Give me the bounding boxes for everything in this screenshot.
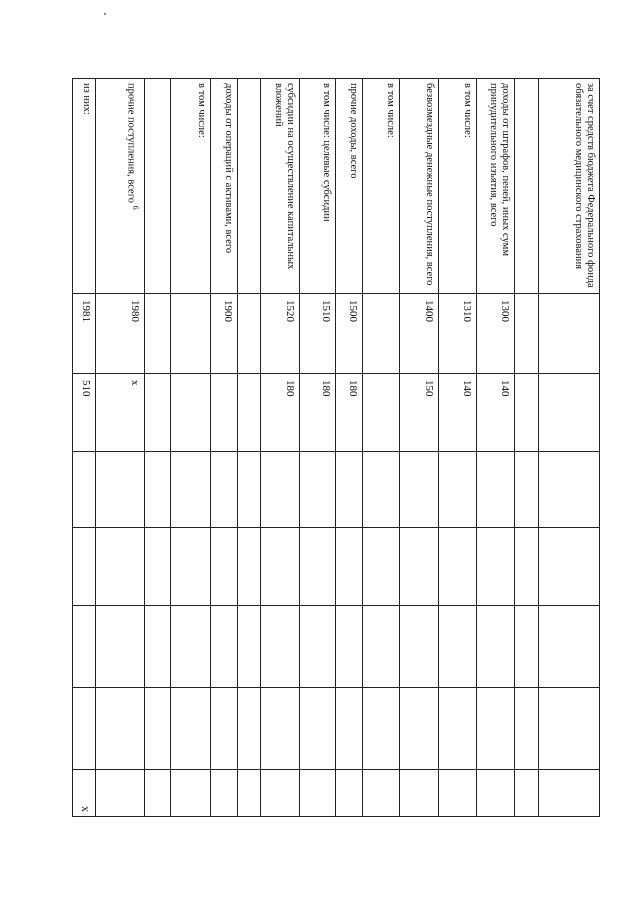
row-label: в том числе: — [363, 79, 400, 294]
rotated-table-wrapper — [79, 78, 600, 816]
row-label: из них: — [73, 79, 96, 294]
table-row — [238, 79, 261, 817]
row-kbk — [363, 374, 400, 452]
row-x — [211, 770, 238, 817]
finance-table — [72, 78, 600, 817]
table-row — [261, 79, 300, 817]
row-code: 1520 — [261, 294, 300, 374]
row-code: 1310 — [439, 294, 477, 374]
table-row — [363, 79, 400, 817]
row-kbk: 140 — [477, 374, 515, 452]
table-row — [145, 79, 171, 817]
scan-speck — [104, 13, 106, 15]
cell — [539, 688, 600, 770]
row-label: в том числе: целевые субсидии — [300, 79, 336, 294]
row-label: субсидии на осуществление капитальных вложений — [261, 79, 300, 294]
table-row — [96, 79, 145, 817]
table-row — [171, 79, 211, 817]
row-x — [96, 770, 145, 817]
row-x — [439, 770, 477, 817]
row-x — [477, 770, 515, 817]
row-code: 1500 — [336, 294, 363, 374]
row-label — [96, 79, 145, 294]
row-x — [400, 770, 439, 817]
row-x — [539, 770, 600, 817]
row-label: в том числе: — [171, 79, 211, 294]
row-x — [336, 770, 363, 817]
cell — [539, 606, 600, 688]
cell — [539, 452, 600, 528]
row-kbk: 180 — [261, 374, 300, 452]
table-row — [439, 79, 477, 817]
row-code: 1980 — [96, 294, 145, 374]
row-x — [363, 770, 400, 817]
row-label: прочие доходы, всего — [336, 79, 363, 294]
row-code: 1981 — [73, 294, 96, 374]
row-x — [171, 770, 211, 817]
table-row — [477, 79, 515, 817]
cell — [539, 528, 600, 606]
table-row — [211, 79, 238, 817]
row-label: за счет средств бюджета Федерального фонда обязательного медицинского страхования — [539, 79, 600, 294]
row-code — [363, 294, 400, 374]
row-code: 1300 — [477, 294, 515, 374]
row-x — [261, 770, 300, 817]
row-label: доходы от операций с активами, всего — [211, 79, 238, 294]
table-row — [300, 79, 336, 817]
row-code — [539, 294, 600, 374]
row-kbk: 510 — [73, 374, 96, 452]
row-label-text: прочие поступления, всего — [125, 83, 137, 204]
row-label: безвозмездные денежные поступления, всего — [400, 79, 439, 294]
row-kbk: х — [96, 374, 145, 452]
table-row — [539, 79, 600, 817]
table-row — [515, 79, 539, 817]
table-row — [400, 79, 439, 817]
row-kbk: 150 — [400, 374, 439, 452]
row-x: х — [73, 770, 96, 817]
row-code — [171, 294, 211, 374]
footnote-mark: 6 — [131, 205, 140, 210]
table-row — [73, 79, 96, 817]
table-row — [336, 79, 363, 817]
row-kbk — [211, 374, 238, 452]
row-label: доходы от штрафов, пеней, иных сумм принудительного изъятия, всего — [477, 79, 515, 294]
row-x — [300, 770, 336, 817]
row-code: 1510 — [300, 294, 336, 374]
row-kbk: 180 — [300, 374, 336, 452]
row-kbk — [539, 374, 600, 452]
row-kbk: 180 — [336, 374, 363, 452]
row-kbk — [171, 374, 211, 452]
row-code: 1900 — [211, 294, 238, 374]
row-kbk: 140 — [439, 374, 477, 452]
row-label: в том числе: — [439, 79, 477, 294]
row-code: 1400 — [400, 294, 439, 374]
